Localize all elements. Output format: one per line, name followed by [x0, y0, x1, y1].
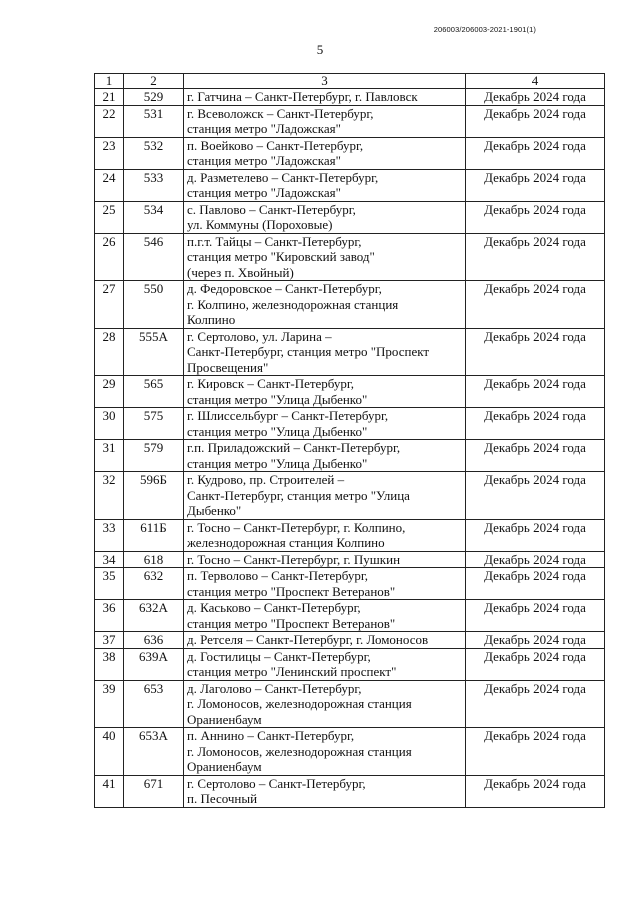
date-cell: Декабрь 2024 года	[466, 201, 605, 233]
table-row	[95, 632, 605, 649]
route-code-cell: 653	[124, 680, 184, 728]
route-description-cell: г. Гатчина – Санкт-Петербург, г. Павловск	[184, 89, 466, 106]
route-description-cell: г. Сертолово, ул. Ларина – Санкт-Петербург, станция метро "Проспект Просвещения"	[184, 328, 466, 376]
routes-table	[94, 73, 605, 808]
route-code-cell: 575	[124, 408, 184, 440]
row-number-cell: 32	[95, 472, 124, 520]
route-code-cell: 653А	[124, 728, 184, 776]
row-number-cell: 33	[95, 519, 124, 551]
date-cell: Декабрь 2024 года	[466, 440, 605, 472]
table-row	[95, 137, 605, 169]
route-description-cell: п.г.т. Тайцы – Санкт-Петербург, станция метро "Кировский завод" (через п. Хвойный)	[184, 233, 466, 281]
route-code-cell: 532	[124, 137, 184, 169]
table-row	[95, 600, 605, 632]
route-description-cell: г. Сертолово – Санкт-Петербург, п. Песочный	[184, 775, 466, 807]
route-description-cell: г. Шлиссельбург – Санкт-Петербург, станция метро "Улица Дыбенко"	[184, 408, 466, 440]
table-row	[95, 233, 605, 281]
table-row	[95, 201, 605, 233]
table-row	[95, 169, 605, 201]
route-description-cell: д. Разметелево – Санкт-Петербург, станция метро "Ладожская"	[184, 169, 466, 201]
date-cell: Декабрь 2024 года	[466, 137, 605, 169]
date-cell: Декабрь 2024 года	[466, 408, 605, 440]
row-number-cell: 41	[95, 775, 124, 807]
table-row	[95, 472, 605, 520]
date-cell: Декабрь 2024 года	[466, 169, 605, 201]
route-code-cell: 618	[124, 551, 184, 568]
route-code-cell: 565	[124, 376, 184, 408]
document-code: 206003/206003-2021-1901(1)	[433, 25, 536, 34]
route-description-cell: д. Гостилицы – Санкт-Петербург, станция метро "Ленинский проспект"	[184, 648, 466, 680]
route-code-cell: 546	[124, 233, 184, 281]
date-cell: Декабрь 2024 года	[466, 281, 605, 329]
column-header-1: 1	[95, 74, 124, 89]
table-header-row	[95, 74, 605, 89]
table-row	[95, 89, 605, 106]
route-code-cell: 636	[124, 632, 184, 649]
date-cell: Декабрь 2024 года	[466, 89, 605, 106]
route-description-cell: с. Павлово – Санкт-Петербург, ул. Коммуны (Пороховые)	[184, 201, 466, 233]
row-number-cell: 28	[95, 328, 124, 376]
table-row	[95, 281, 605, 329]
route-code-cell: 632А	[124, 600, 184, 632]
date-cell: Декабрь 2024 года	[466, 680, 605, 728]
route-code-cell: 639А	[124, 648, 184, 680]
row-number-cell: 38	[95, 648, 124, 680]
row-number-cell: 26	[95, 233, 124, 281]
row-number-cell: 22	[95, 105, 124, 137]
row-number-cell: 30	[95, 408, 124, 440]
date-cell: Декабрь 2024 года	[466, 376, 605, 408]
route-description-cell: д. Каськово – Санкт-Петербург, станция метро "Проспект Ветеранов"	[184, 600, 466, 632]
route-description-cell: д. Ретселя – Санкт-Петербург, г. Ломоносов	[184, 632, 466, 649]
table-row	[95, 519, 605, 551]
row-number-cell: 37	[95, 632, 124, 649]
date-cell: Декабрь 2024 года	[466, 472, 605, 520]
table-row	[95, 648, 605, 680]
date-cell: Декабрь 2024 года	[466, 105, 605, 137]
row-number-cell: 24	[95, 169, 124, 201]
date-cell: Декабрь 2024 года	[466, 519, 605, 551]
date-cell: Декабрь 2024 года	[466, 233, 605, 281]
date-cell: Декабрь 2024 года	[466, 648, 605, 680]
row-number-cell: 39	[95, 680, 124, 728]
date-cell: Декабрь 2024 года	[466, 328, 605, 376]
route-description-cell: г. Кировск – Санкт-Петербург, станция метро "Улица Дыбенко"	[184, 376, 466, 408]
route-code-cell: 550	[124, 281, 184, 329]
column-header-2: 2	[124, 74, 184, 89]
date-cell: Декабрь 2024 года	[466, 551, 605, 568]
route-description-cell: г. Тосно – Санкт-Петербург, г. Пушкин	[184, 551, 466, 568]
route-description-cell: п. Аннино – Санкт-Петербург, г. Ломоносов, железнодорожная станция Ораниенбаум	[184, 728, 466, 776]
table-row	[95, 551, 605, 568]
route-code-cell: 534	[124, 201, 184, 233]
row-number-cell: 27	[95, 281, 124, 329]
date-cell: Декабрь 2024 года	[466, 775, 605, 807]
table-row	[95, 775, 605, 807]
table-row	[95, 568, 605, 600]
column-header-4: 4	[466, 74, 605, 89]
route-description-cell: д. Федоровское – Санкт-Петербург, г. Колпино, железнодорожная станция Колпино	[184, 281, 466, 329]
route-code-cell: 533	[124, 169, 184, 201]
route-description-cell: г. Всеволожск – Санкт-Петербург, станция метро "Ладожская"	[184, 105, 466, 137]
table-row	[95, 105, 605, 137]
table-row	[95, 440, 605, 472]
route-description-cell: п. Терволово – Санкт-Петербург, станция метро "Проспект Ветеранов"	[184, 568, 466, 600]
row-number-cell: 29	[95, 376, 124, 408]
route-description-cell: д. Лаголово – Санкт-Петербург, г. Ломоносов, железнодорожная станция Ораниенбаум	[184, 680, 466, 728]
table-row	[95, 728, 605, 776]
route-code-cell: 555А	[124, 328, 184, 376]
row-number-cell: 25	[95, 201, 124, 233]
table-row	[95, 376, 605, 408]
row-number-cell: 31	[95, 440, 124, 472]
route-description-cell: г. Тосно – Санкт-Петербург, г. Колпино, железнодорожная станция Колпино	[184, 519, 466, 551]
route-code-cell: 632	[124, 568, 184, 600]
date-cell: Декабрь 2024 года	[466, 600, 605, 632]
table-row	[95, 408, 605, 440]
row-number-cell: 23	[95, 137, 124, 169]
route-description-cell: п. Воейково – Санкт-Петербург, станция метро "Ладожская"	[184, 137, 466, 169]
date-cell: Декабрь 2024 года	[466, 728, 605, 776]
column-header-3: 3	[184, 74, 466, 89]
page-number: 5	[316, 42, 324, 57]
table-body	[95, 89, 605, 808]
row-number-cell: 36	[95, 600, 124, 632]
row-number-cell: 34	[95, 551, 124, 568]
date-cell: Декабрь 2024 года	[466, 568, 605, 600]
table-row	[95, 328, 605, 376]
route-code-cell: 611Б	[124, 519, 184, 551]
route-code-cell: 596Б	[124, 472, 184, 520]
route-description-cell: г. Кудрово, пр. Строителей – Санкт-Петербург, станция метро "Улица Дыбенко"	[184, 472, 466, 520]
row-number-cell: 35	[95, 568, 124, 600]
route-code-cell: 531	[124, 105, 184, 137]
date-cell: Декабрь 2024 года	[466, 632, 605, 649]
route-code-cell: 529	[124, 89, 184, 106]
row-number-cell: 40	[95, 728, 124, 776]
route-description-cell: г.п. Приладожский – Санкт-Петербург, станция метро "Улица Дыбенко"	[184, 440, 466, 472]
table-row	[95, 680, 605, 728]
row-number-cell: 21	[95, 89, 124, 106]
route-code-cell: 671	[124, 775, 184, 807]
route-code-cell: 579	[124, 440, 184, 472]
